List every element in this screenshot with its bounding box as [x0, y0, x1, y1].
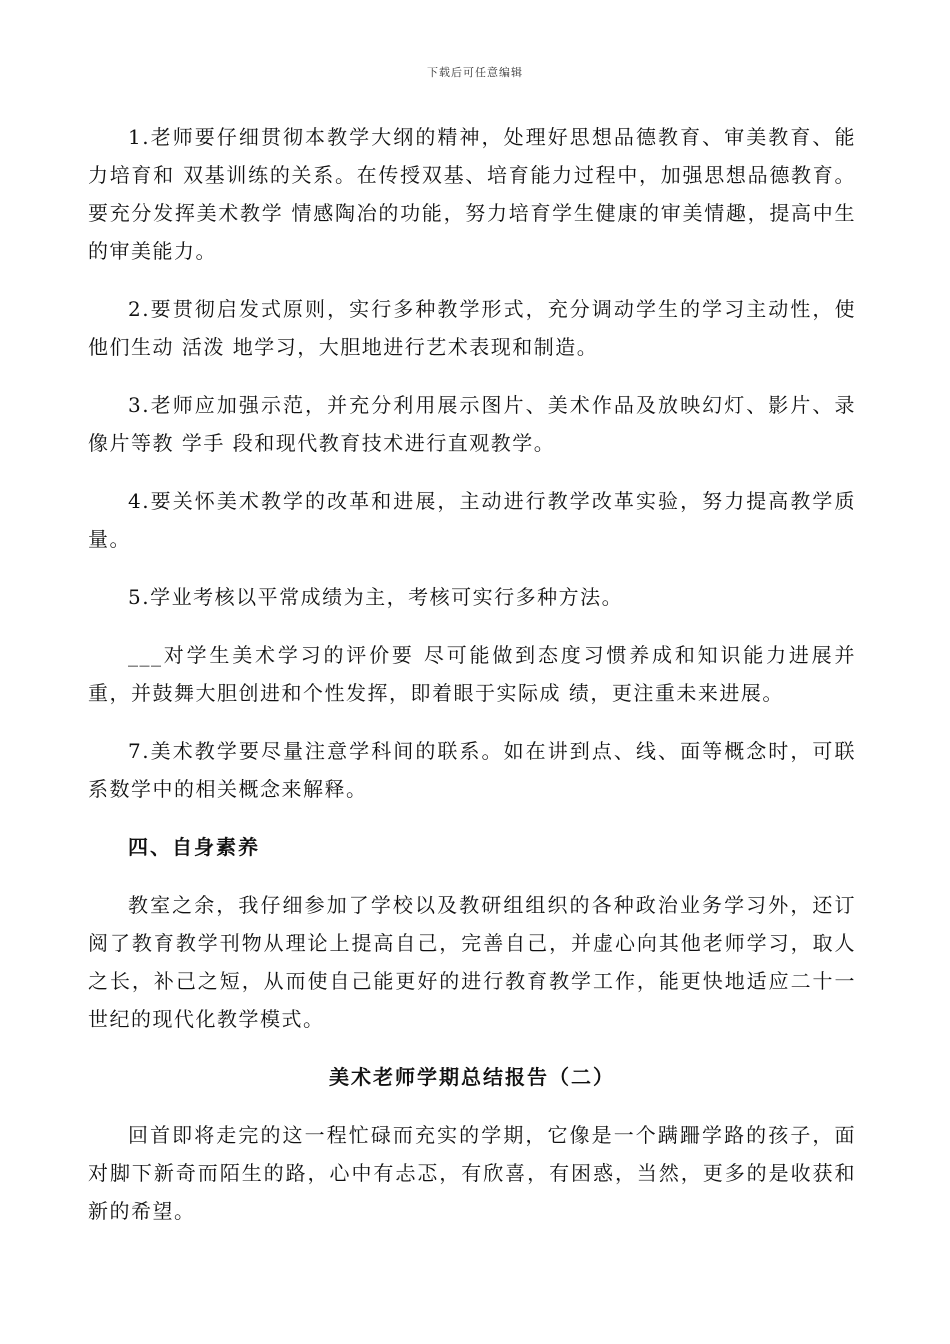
paragraph-report-intro: 回首即将走完的这一程忙碌而充实的学期，它像是一个蹒跚学路的孩子，面对脚下新奇而陌生的路，心中有忐忑，有欣喜，有困惑，当然，更多的是收获和新的希望。: [88, 1123, 856, 1223]
paragraph-self-cultivation: 教室之余，我仔细参加了学校以及教研组组织的各种政治业务学习外，还订阅了教育教学刊物从理论上提高自己，完善自己，并虚心向其他老师学习，取人之长，补己之短，从而使自己能更好的进行教育教学工作，能更快地适应二十一世纪的现代化教学模式。: [88, 893, 856, 1031]
paragraph-7: 7.美术教学要尽量注意学科间的联系。如在讲到点、线、面等概念时，可联系数学中的相关概念来解释。: [88, 739, 856, 801]
document-body: [88, 118, 856, 1230]
section-heading-self-cultivation: 四、自身素养: [128, 835, 260, 859]
paragraph-2: 2.要贯彻启发式原则，实行多种教学形式，充分调动学生的学习主动性，使他们生动 活泼 地学习，大胆地进行艺术表现和制造。: [88, 297, 856, 359]
paragraph-4: 4.要关怀美术教学的改革和进展，主动进行教学改革实验，努力提高教学质量。: [88, 489, 856, 551]
report-title: 美术老师学期总结报告（二）: [329, 1065, 615, 1089]
paragraph-3: 3.老师应加强示范，并充分利用展示图片、美术作品及放映幻灯、影片、录像片等教 学手 段和现代教育技术进行直观教学。: [88, 393, 856, 455]
paragraph-6: ___对学生美术学习的评价要 尽可能做到态度习惯养成和知识能力进展并重，并鼓舞大胆创进和个性发挥，即着眼于实际成 绩，更注重未来进展。: [88, 643, 856, 705]
paragraph-5: 5.学业考核以平常成绩为主，考核可实行多种方法。: [128, 585, 624, 609]
paragraph-1: 1.老师要仔细贯彻本教学大纲的精神，处理好思想品德教育、审美教育、能力培育和 双基训练的关系。在传授双基、培育能力过程中，加强思想品德教育。要充分发挥美术教学 情感陶冶的功能，努力培育学生健康的审美情趣，提高中生的审美能力。: [88, 125, 856, 263]
page-header: 下载后可任意编辑: [427, 66, 523, 79]
